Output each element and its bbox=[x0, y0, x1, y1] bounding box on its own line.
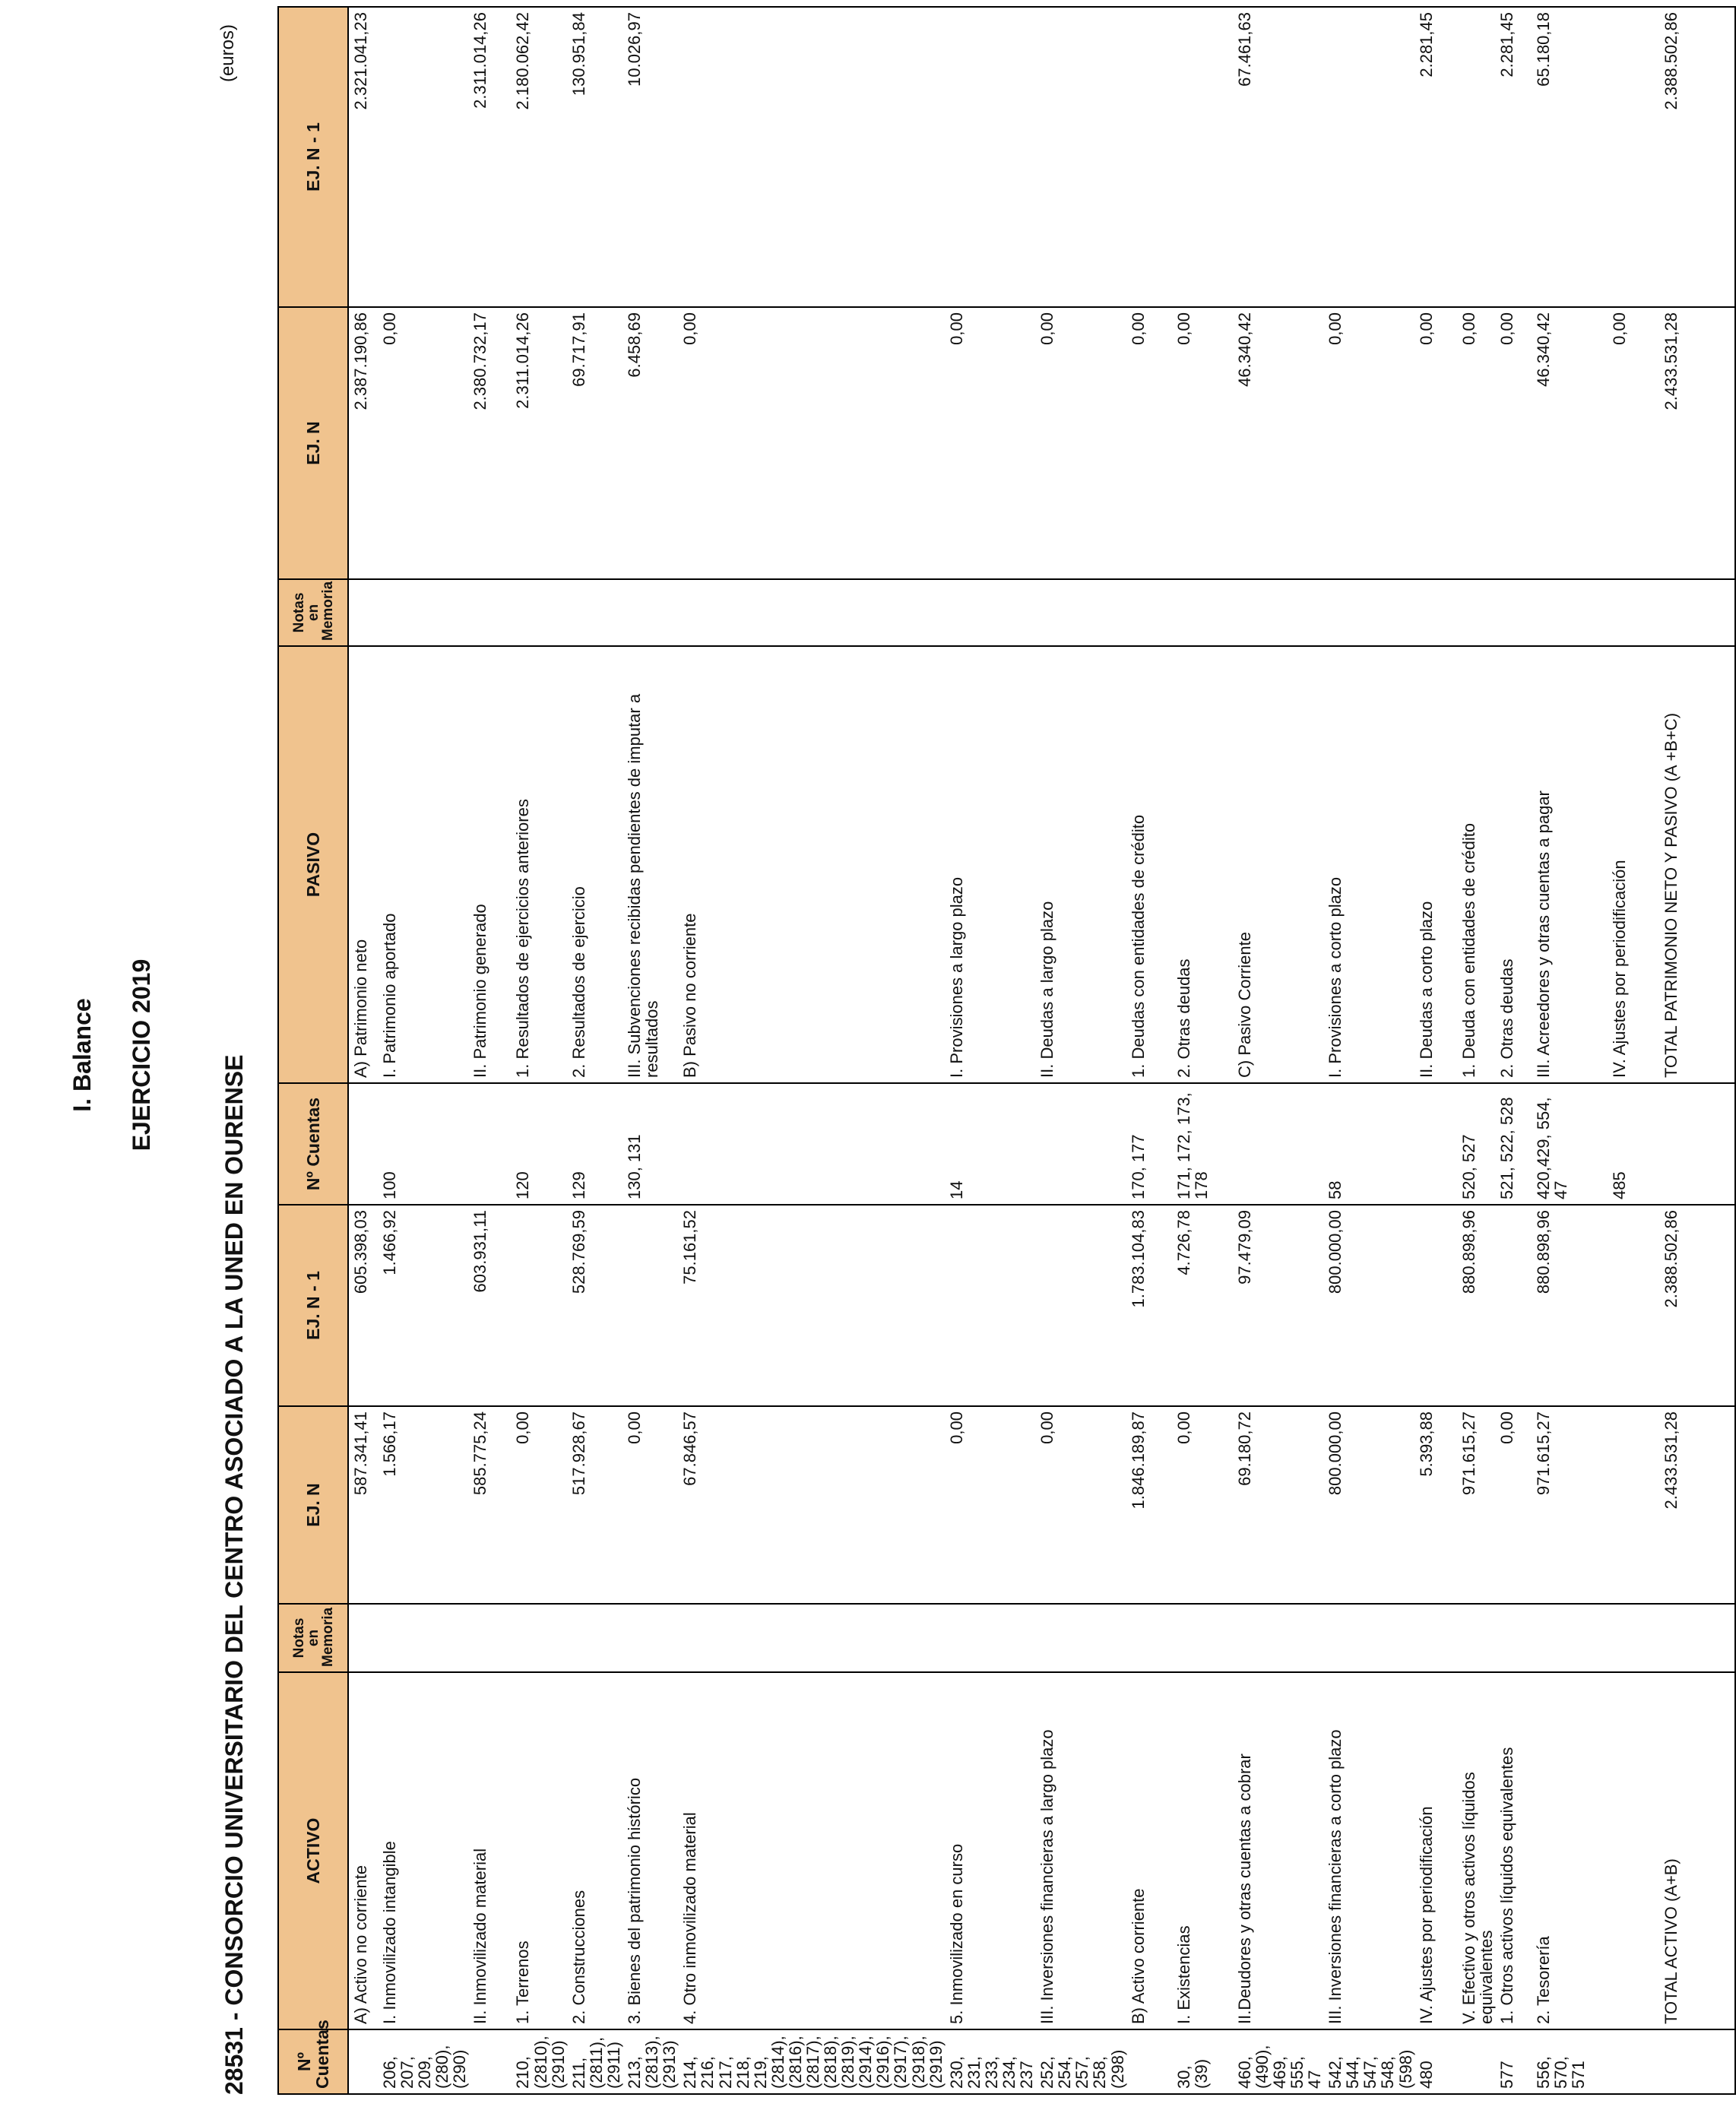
cell-cuentas-activo bbox=[348, 2029, 378, 2094]
cell-activo-ejn1 bbox=[1035, 1205, 1126, 1406]
cell-activo-ejn1 bbox=[622, 1205, 678, 1406]
cell-notas-pasivo bbox=[1495, 579, 1532, 646]
report-subtitle: EJERCICIO 2019 bbox=[128, 958, 155, 1152]
cell-activo-ejn1: 4.726,78 bbox=[1172, 1205, 1233, 1406]
cell-notas-activo bbox=[1414, 1604, 1457, 1672]
cell-activo-ejn1: 97.479,09 bbox=[1233, 1205, 1323, 1406]
cell-activo-ejn1: 75.161,52 bbox=[678, 1205, 944, 1406]
header-ejn-activo: EJ. N bbox=[278, 1406, 348, 1604]
cell-notas-pasivo bbox=[1172, 579, 1233, 646]
cell-pasivo-label: II. Deudas a corto plazo bbox=[1414, 646, 1457, 1083]
cell-pasivo-ejn1: 2.180.062,42 bbox=[511, 7, 566, 307]
cell-notas-pasivo bbox=[511, 579, 566, 646]
cell-pasivo-label: II. Deudas a largo plazo bbox=[1035, 646, 1126, 1083]
cell-cuentas-pasivo: 58 bbox=[1323, 1083, 1414, 1205]
cell-pasivo-ejn: 0,00 bbox=[1172, 307, 1233, 579]
cell-notas-pasivo bbox=[622, 579, 678, 646]
cell-notas-pasivo bbox=[348, 579, 378, 646]
cell-notas-activo bbox=[1233, 1604, 1323, 1672]
cell-cuentas-pasivo: 520, 527 bbox=[1457, 1083, 1495, 1205]
cell-notas-activo bbox=[348, 1604, 378, 1672]
cell-pasivo-label: II. Patrimonio generado bbox=[468, 646, 511, 1083]
cell-notas-pasivo bbox=[1414, 579, 1457, 646]
cell-cuentas-pasivo bbox=[1233, 1083, 1323, 1205]
cell-pasivo-ejn: 0,00 bbox=[1035, 307, 1126, 579]
table-row bbox=[1126, 7, 1172, 2094]
cell-cuentas-pasivo: 170, 177 bbox=[1126, 1083, 1172, 1205]
cell-cuentas-pasivo: 521, 522, 528 bbox=[1495, 1083, 1532, 1205]
cell-activo-ejn bbox=[1608, 1406, 1659, 1604]
cell-cuentas-pasivo: 171, 172, 173, 178 bbox=[1172, 1083, 1233, 1205]
cell-activo-ejn: 1.566,17 bbox=[378, 1406, 468, 1604]
table-row bbox=[1659, 7, 1735, 2094]
header-cuentas-activo: Nº Cuentas bbox=[278, 2029, 348, 2094]
cell-pasivo-ejn1: 10.026,97 bbox=[622, 7, 678, 307]
cell-cuentas-activo: 206, 207, 209, (280), (290) bbox=[378, 2029, 468, 2094]
cell-activo-ejn1 bbox=[1414, 1205, 1457, 1406]
table-row bbox=[622, 7, 678, 2094]
cell-pasivo-label: 2. Otras deudas bbox=[1172, 646, 1233, 1083]
cell-cuentas-pasivo bbox=[1414, 1083, 1457, 1205]
header-ejn1-pasivo: EJ. N - 1 bbox=[278, 7, 348, 307]
cell-cuentas-activo: 230, 231, 233, 234, 237 bbox=[945, 2029, 1035, 2094]
table-row bbox=[1035, 7, 1126, 2094]
cell-activo-ejn: 517.928,67 bbox=[567, 1406, 622, 1604]
table-row bbox=[348, 7, 378, 2094]
cell-notas-pasivo bbox=[468, 579, 511, 646]
table-row bbox=[1414, 7, 1457, 2094]
cell-pasivo-ejn1: 2.321.041,23 bbox=[348, 7, 378, 307]
cell-activo-ejn1: 528.769,59 bbox=[567, 1205, 622, 1406]
cell-pasivo-ejn: 0,00 bbox=[1414, 307, 1457, 579]
cell-notas-activo bbox=[945, 1604, 1035, 1672]
cell-cuentas-activo: 210, (2810), (2910) bbox=[511, 2029, 566, 2094]
cell-pasivo-ejn: 2.433.531,28 bbox=[1659, 307, 1735, 579]
cell-pasivo-ejn1 bbox=[1323, 7, 1414, 307]
cell-activo-ejn: 0,00 bbox=[1035, 1406, 1126, 1604]
cell-pasivo-label: 2. Resultados de ejercicio bbox=[567, 646, 622, 1083]
entity-name: 28531 - CONSORCIO UNIVERSITARIO DEL CENTRO ASOCIADO A LA UNED EN OURENSE bbox=[220, 1054, 248, 2095]
cell-activo-label: V. Efectivo y otros activos líquidos equivalentes bbox=[1457, 1672, 1495, 2029]
cell-pasivo-ejn1: 2.311.014,26 bbox=[468, 7, 511, 307]
cell-cuentas-pasivo: 120 bbox=[511, 1083, 566, 1205]
cell-notas-activo bbox=[1659, 1604, 1735, 1672]
header-notas-activo: Notas en Memoria bbox=[278, 1604, 348, 1672]
cell-cuentas-pasivo: 14 bbox=[945, 1083, 1035, 1205]
cell-pasivo-label: 1. Resultados de ejercicios anteriores bbox=[511, 646, 566, 1083]
cell-pasivo-ejn: 2.380.732,17 bbox=[468, 307, 511, 579]
cell-activo-ejn: 0,00 bbox=[945, 1406, 1035, 1604]
header-cuentas-pasivo: Nº Cuentas bbox=[278, 1083, 348, 1205]
cell-cuentas-activo bbox=[1659, 2029, 1735, 2094]
cell-activo-ejn: 585.775,24 bbox=[468, 1406, 511, 1604]
table-row bbox=[1457, 7, 1495, 2094]
cell-notas-activo bbox=[1457, 1604, 1495, 1672]
cell-notas-pasivo bbox=[945, 579, 1035, 646]
cell-cuentas-activo bbox=[1457, 2029, 1495, 2094]
cell-pasivo-label: B) Pasivo no corriente bbox=[678, 646, 944, 1083]
cell-pasivo-ejn1: 65.180,18 bbox=[1532, 7, 1608, 307]
cell-activo-ejn1: 2.388.502,86 bbox=[1659, 1205, 1735, 1406]
cell-cuentas-activo: 542, 544, 547, 548, (598) bbox=[1323, 2029, 1414, 2094]
cell-activo-ejn1 bbox=[511, 1205, 566, 1406]
cell-activo-ejn: 0,00 bbox=[511, 1406, 566, 1604]
cell-pasivo-ejn1: 2.281,45 bbox=[1495, 7, 1532, 307]
table-row bbox=[511, 7, 566, 2094]
table-row bbox=[378, 7, 468, 2094]
cell-pasivo-label: 1. Deuda con entidades de crédito bbox=[1457, 646, 1495, 1083]
cell-notas-activo bbox=[468, 1604, 511, 1672]
cell-pasivo-ejn1 bbox=[678, 7, 944, 307]
cell-cuentas-pasivo bbox=[1035, 1083, 1126, 1205]
cell-pasivo-ejn1 bbox=[945, 7, 1035, 307]
cell-activo-ejn: 0,00 bbox=[622, 1406, 678, 1604]
cell-activo-ejn1: 605.398,03 bbox=[348, 1205, 378, 1406]
cell-notas-activo bbox=[622, 1604, 678, 1672]
cell-activo-ejn1: 880.898,96 bbox=[1532, 1205, 1608, 1406]
cell-pasivo-ejn1 bbox=[1457, 7, 1495, 307]
cell-cuentas-activo: 211, (2811), (2911) bbox=[567, 2029, 622, 2094]
cell-notas-pasivo bbox=[678, 579, 944, 646]
cell-notas-activo bbox=[1323, 1604, 1414, 1672]
cell-notas-pasivo bbox=[567, 579, 622, 646]
cell-notas-activo bbox=[1608, 1604, 1659, 1672]
header-ejn-pasivo: EJ. N bbox=[278, 307, 348, 579]
cell-activo-ejn1: 800.000,00 bbox=[1323, 1205, 1414, 1406]
cell-activo-label: III. Inversiones financieras a corto plazo bbox=[1323, 1672, 1414, 2029]
cell-pasivo-label: III. Subvenciones recibidas pendientes de imputar a resultados bbox=[622, 646, 678, 1083]
cell-notas-pasivo bbox=[1126, 579, 1172, 646]
cell-activo-ejn1: 1.783.104,83 bbox=[1126, 1205, 1172, 1406]
cell-activo-label: I. Existencias bbox=[1172, 1672, 1233, 2029]
cell-pasivo-ejn: 0,00 bbox=[1608, 307, 1659, 579]
cell-pasivo-ejn1 bbox=[1126, 7, 1172, 307]
cell-notas-activo bbox=[1172, 1604, 1233, 1672]
cell-activo-label: III. Inversiones financieras a largo plazo bbox=[1035, 1672, 1126, 2029]
cell-pasivo-ejn: 46.340,42 bbox=[1233, 307, 1323, 579]
table-row bbox=[1532, 7, 1608, 2094]
cell-notas-activo bbox=[1495, 1604, 1532, 1672]
cell-pasivo-ejn: 2.311.014,26 bbox=[511, 307, 566, 579]
cell-cuentas-activo: 577 bbox=[1495, 2029, 1532, 2094]
cell-notas-pasivo bbox=[1233, 579, 1323, 646]
cell-cuentas-pasivo: 100 bbox=[378, 1083, 468, 1205]
cell-activo-label: I. Inmovilizado intangible bbox=[378, 1672, 468, 2029]
cell-notas-activo bbox=[678, 1604, 944, 1672]
cell-cuentas-pasivo: 485 bbox=[1608, 1083, 1659, 1205]
cell-activo-label: IV. Ajustes por periodificación bbox=[1414, 1672, 1457, 2029]
cell-activo-ejn: 2.433.531,28 bbox=[1659, 1406, 1735, 1604]
cell-notas-pasivo bbox=[1659, 579, 1735, 646]
cell-notas-pasivo bbox=[1035, 579, 1126, 646]
cell-pasivo-ejn: 2.387.190,86 bbox=[348, 307, 378, 579]
cell-cuentas-pasivo: 130, 131 bbox=[622, 1083, 678, 1205]
cell-notas-pasivo bbox=[1608, 579, 1659, 646]
table-header-row bbox=[278, 7, 348, 2094]
cell-activo-label: A) Activo no corriente bbox=[348, 1672, 378, 2029]
table-row bbox=[678, 7, 944, 2094]
cell-notas-pasivo bbox=[1323, 579, 1414, 646]
cell-activo-ejn1 bbox=[945, 1205, 1035, 1406]
cell-pasivo-label: 2. Otras deudas bbox=[1495, 646, 1532, 1083]
cell-notas-pasivo bbox=[1457, 579, 1495, 646]
header-notas-pasivo: Notas en Memoria bbox=[278, 579, 348, 646]
cell-pasivo-ejn: 0,00 bbox=[678, 307, 944, 579]
cell-pasivo-label: 1. Deudas con entidades de crédito bbox=[1126, 646, 1172, 1083]
cell-activo-ejn: 1.846.189,87 bbox=[1126, 1406, 1172, 1604]
header-activo: ACTIVO bbox=[278, 1672, 348, 2029]
cell-cuentas-pasivo bbox=[348, 1083, 378, 1205]
cell-activo-ejn: 971.615,27 bbox=[1532, 1406, 1608, 1604]
cell-cuentas-activo bbox=[1608, 2029, 1659, 2094]
cell-activo-ejn: 800.000,00 bbox=[1323, 1406, 1414, 1604]
cell-pasivo-label: III. Acreedores y otras cuentas a pagar bbox=[1532, 646, 1608, 1083]
cell-pasivo-label: I. Provisiones a largo plazo bbox=[945, 646, 1035, 1083]
cell-pasivo-label: C) Pasivo Corriente bbox=[1233, 646, 1323, 1083]
cell-activo-label: 5. Inmovilizado en curso bbox=[945, 1672, 1035, 2029]
cell-activo-label: II. Inmovilizado material bbox=[468, 1672, 511, 2029]
cell-pasivo-label: A) Patrimonio neto bbox=[348, 646, 378, 1083]
cell-activo-label: B) Activo corriente bbox=[1126, 1672, 1172, 2029]
cell-cuentas-pasivo bbox=[678, 1083, 944, 1205]
cell-activo-ejn1: 603.931,11 bbox=[468, 1205, 511, 1406]
cell-cuentas-activo: 480 bbox=[1414, 2029, 1457, 2094]
cell-activo-ejn1: 1.466,92 bbox=[378, 1205, 468, 1406]
cell-cuentas-pasivo: 129 bbox=[567, 1083, 622, 1205]
cell-pasivo-ejn: 0,00 bbox=[378, 307, 468, 579]
cell-pasivo-label: I. Patrimonio aportado bbox=[378, 646, 468, 1083]
cell-notas-activo bbox=[1126, 1604, 1172, 1672]
cell-notas-activo bbox=[1035, 1604, 1126, 1672]
cell-activo-ejn1 bbox=[1495, 1205, 1532, 1406]
cell-cuentas-pasivo bbox=[468, 1083, 511, 1205]
cell-activo-label: 2. Construcciones bbox=[567, 1672, 622, 2029]
cell-cuentas-activo bbox=[468, 2029, 511, 2094]
cell-activo-ejn: 0,00 bbox=[1495, 1406, 1532, 1604]
cell-cuentas-activo: 214, 216, 217, 218, 219, (2814), (2816), (2817), (2818), (2819), (2914), (2916), (2917), (2918), (2919) bbox=[678, 2029, 944, 2094]
header-pasivo: PASIVO bbox=[278, 646, 348, 1083]
cell-pasivo-ejn: 46.340,42 bbox=[1532, 307, 1608, 579]
cell-pasivo-ejn1 bbox=[1608, 7, 1659, 307]
cell-activo-label: 3. Bienes del patrimonio histórico bbox=[622, 1672, 678, 2029]
cell-pasivo-ejn1 bbox=[1035, 7, 1126, 307]
cell-notas-activo bbox=[511, 1604, 566, 1672]
cell-pasivo-ejn: 0,00 bbox=[945, 307, 1035, 579]
cell-activo-ejn: 587.341,41 bbox=[348, 1406, 378, 1604]
cell-activo-label: TOTAL ACTIVO (A+B) bbox=[1659, 1672, 1735, 2029]
cell-cuentas-activo bbox=[1126, 2029, 1172, 2094]
table-row bbox=[1495, 7, 1532, 2094]
cell-notas-pasivo bbox=[1532, 579, 1608, 646]
report-title: I. Balance bbox=[68, 998, 96, 1112]
table-row bbox=[1608, 7, 1659, 2094]
cell-activo-label: II.Deudores y otras cuentas a cobrar bbox=[1233, 1672, 1323, 2029]
cell-activo-label: 4. Otro inmovilizado material bbox=[678, 1672, 944, 2029]
cell-pasivo-ejn1 bbox=[1172, 7, 1233, 307]
cell-activo-ejn1 bbox=[1608, 1205, 1659, 1406]
cell-pasivo-ejn: 6.458,69 bbox=[622, 307, 678, 579]
cell-cuentas-pasivo: 420,429, 554, 47 bbox=[1532, 1083, 1608, 1205]
table-row bbox=[567, 7, 622, 2094]
cell-pasivo-ejn: 0,00 bbox=[1457, 307, 1495, 579]
cell-activo-label: 2. Tesorería bbox=[1532, 1672, 1608, 2029]
cell-pasivo-label: TOTAL PATRIMONIO NETO Y PASIVO (A +B+C) bbox=[1659, 646, 1735, 1083]
cell-cuentas-pasivo bbox=[1659, 1083, 1735, 1205]
cell-pasivo-ejn: 69.717,91 bbox=[567, 307, 622, 579]
cell-notas-activo bbox=[567, 1604, 622, 1672]
cell-activo-ejn: 69.180,72 bbox=[1233, 1406, 1323, 1604]
cell-activo-ejn: 971.615,27 bbox=[1457, 1406, 1495, 1604]
cell-pasivo-label: I. Provisiones a corto plazo bbox=[1323, 646, 1414, 1083]
table-row bbox=[1323, 7, 1414, 2094]
cell-notas-activo bbox=[1532, 1604, 1608, 1672]
table-row bbox=[1233, 7, 1323, 2094]
cell-cuentas-activo: 30, (39) bbox=[1172, 2029, 1233, 2094]
balance-table bbox=[277, 6, 1736, 2095]
cell-activo-ejn: 0,00 bbox=[1172, 1406, 1233, 1604]
table-row bbox=[468, 7, 511, 2094]
cell-pasivo-ejn1: 2.388.502,86 bbox=[1659, 7, 1735, 307]
cell-pasivo-ejn: 0,00 bbox=[1323, 307, 1414, 579]
table-row bbox=[1172, 7, 1233, 2094]
cell-activo-ejn1: 880.898,96 bbox=[1457, 1205, 1495, 1406]
header-ejn1-activo: EJ. N - 1 bbox=[278, 1205, 348, 1406]
cell-activo-label bbox=[1608, 1672, 1659, 2029]
cell-cuentas-activo: 460, (490), 469, 555, 47 bbox=[1233, 2029, 1323, 2094]
cell-notas-activo bbox=[378, 1604, 468, 1672]
cell-activo-ejn: 5.393,88 bbox=[1414, 1406, 1457, 1604]
table-row bbox=[945, 7, 1035, 2094]
cell-notas-pasivo bbox=[378, 579, 468, 646]
cell-pasivo-ejn1 bbox=[378, 7, 468, 307]
cell-cuentas-activo: 556, 570, 571 bbox=[1532, 2029, 1608, 2094]
cell-pasivo-ejn: 0,00 bbox=[1126, 307, 1172, 579]
cell-pasivo-label: IV. Ajustes por periodificación bbox=[1608, 646, 1659, 1083]
cell-pasivo-ejn1: 130.951,84 bbox=[567, 7, 622, 307]
cell-cuentas-activo: 252, 254, 257, 258, (298) bbox=[1035, 2029, 1126, 2094]
cell-cuentas-activo: 213, (2813), (2913) bbox=[622, 2029, 678, 2094]
cell-pasivo-ejn1: 2.281,45 bbox=[1414, 7, 1457, 307]
cell-activo-label: 1. Otros activos líquidos equivalentes bbox=[1495, 1672, 1532, 2029]
cell-pasivo-ejn1: 67.461,63 bbox=[1233, 7, 1323, 307]
cell-activo-label: 1. Terrenos bbox=[511, 1672, 566, 2029]
cell-activo-ejn: 67.846,57 bbox=[678, 1406, 944, 1604]
cell-pasivo-ejn: 0,00 bbox=[1495, 307, 1532, 579]
currency-note: (euros) bbox=[217, 24, 238, 83]
